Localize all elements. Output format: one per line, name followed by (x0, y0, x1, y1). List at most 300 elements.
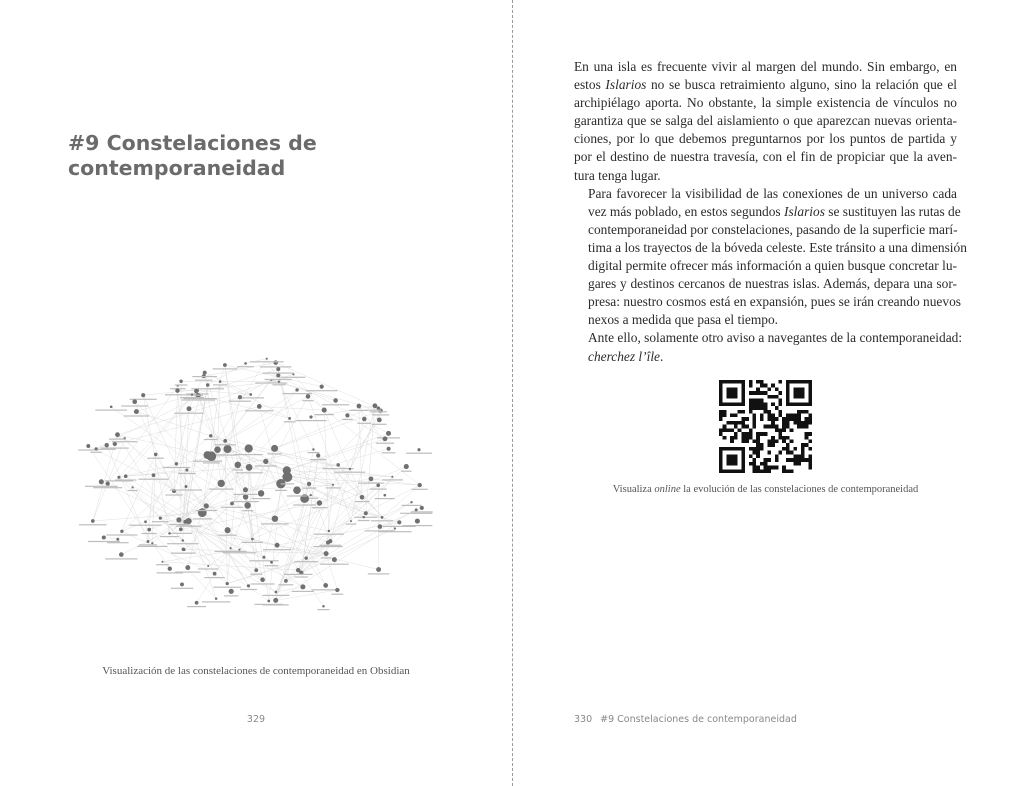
graph-node-label-placeholder (195, 380, 212, 381)
figure-caption: Visualización de las constelaciones de contemporaneidad en Obsidian (102, 665, 410, 677)
graph-node (335, 588, 339, 592)
graph-node-label-placeholder (175, 553, 194, 554)
graph-node-label-placeholder (112, 441, 137, 442)
graph-node-label-placeholder (105, 558, 137, 559)
graph-node-label-placeholder (412, 489, 428, 490)
graph-node-label-placeholder (368, 573, 390, 574)
graph-node-label-placeholder (334, 472, 365, 473)
graph-node-label-placeholder (284, 574, 313, 575)
graph-node (187, 406, 192, 411)
text-line: vez más poblado, en estos segundos Islarios se sustituyen las rutas de (588, 203, 961, 219)
graph-node-label-placeholder (213, 587, 241, 588)
graph-node-label-placeholder (167, 543, 198, 544)
graph-node (275, 543, 280, 548)
graph-node (168, 532, 171, 535)
graph-node-label-placeholder (406, 453, 432, 454)
graph-node (418, 483, 422, 487)
graph-node (219, 380, 222, 383)
graph-node-label-placeholder (357, 423, 371, 424)
graph-node (207, 565, 209, 567)
graph-node (278, 380, 280, 382)
graph-node (310, 494, 312, 496)
graph-node (206, 383, 210, 387)
graph-node (295, 388, 298, 391)
graph-node-label-placeholder (147, 458, 164, 459)
text-line: ciones, por lo que debemos preguntarnos por los puntos de partida y (574, 131, 957, 147)
graph-node (120, 530, 123, 533)
graph-node (91, 519, 95, 523)
graph-node (362, 417, 367, 422)
graph-node (394, 527, 396, 529)
body-text (574, 58, 967, 366)
page-number-right: 330 (574, 714, 593, 725)
graph-node-label-placeholder (219, 535, 237, 536)
graph-node-label-placeholder (358, 483, 384, 484)
graph-node (376, 567, 381, 572)
graph-node-label-placeholder (124, 415, 150, 416)
graph-node-label-placeholder (229, 401, 251, 402)
graph-node (263, 459, 268, 464)
graph-node-label-placeholder (255, 465, 277, 466)
paragraph-2 (574, 185, 967, 330)
graph-node-label-placeholder (160, 536, 179, 537)
graph-node-label-placeholder (192, 376, 217, 377)
graph-node-label-placeholder (306, 390, 337, 391)
graph-node-label-placeholder (378, 531, 411, 532)
graph-node (183, 520, 187, 524)
graph-node-label-placeholder (354, 517, 377, 518)
graph-node (417, 448, 420, 451)
text-line: archipiélago aporta. No obstante, la simple existencia de vínculos no (574, 95, 957, 111)
graph-node-label-placeholder (127, 490, 137, 491)
graph-node-label-placeholder (165, 494, 182, 495)
graph-node-label-placeholder (242, 542, 263, 543)
graph-node (332, 484, 334, 486)
graph-node (377, 406, 381, 410)
graph-node (349, 468, 351, 470)
graph-node (257, 404, 262, 409)
graph-node (306, 394, 311, 399)
graph-node-label-placeholder (171, 588, 193, 589)
graph-node-label-placeholder (372, 414, 389, 415)
graph-node-label-placeholder (107, 542, 129, 543)
graph-node (328, 530, 330, 532)
graph-node (179, 379, 183, 383)
graph-node (116, 538, 119, 541)
graph-node (176, 517, 181, 522)
graph-node (296, 568, 300, 572)
graph-node-label-placeholder (233, 469, 244, 470)
graph-node-label-placeholder (237, 366, 254, 367)
graph-node (141, 393, 145, 397)
graph-node-label-placeholder (307, 452, 319, 453)
graph-node (230, 502, 234, 506)
graph-node-label-placeholder (402, 505, 422, 506)
chapter-title-line2: contemporaneidad (68, 156, 286, 180)
graph-node-label-placeholder (411, 511, 433, 512)
graph-node (159, 517, 162, 520)
graph-node-label-placeholder (358, 520, 370, 521)
qr-caption-after: la evolución de las constelaciones de contemporaneidad (680, 484, 919, 495)
graph-node (420, 506, 424, 510)
graph-node-label-placeholder (187, 606, 206, 607)
graph-node-label-placeholder (322, 404, 349, 405)
graph-node (272, 515, 278, 521)
graph-node-label-placeholder (204, 439, 218, 440)
graph-node (276, 373, 280, 377)
graph-node-label-placeholder (260, 366, 292, 367)
graph-node (213, 572, 217, 576)
graph-node-label-placeholder (319, 545, 341, 546)
graph-node-label-placeholder (400, 513, 432, 514)
graph-node-label-placeholder (180, 397, 204, 398)
graph-node-label-placeholder (249, 560, 278, 561)
graph-node (215, 597, 218, 600)
graph-node (147, 528, 151, 532)
graph-node (263, 556, 266, 559)
graph-node-label-placeholder (368, 410, 381, 411)
graph-node (404, 464, 409, 469)
graph-node-label-placeholder (193, 461, 222, 462)
graph-node-label-placeholder (267, 453, 281, 454)
graph-node (320, 384, 324, 388)
graph-node (360, 495, 365, 500)
graph-node (369, 476, 374, 481)
graph-node-label-placeholder (302, 488, 316, 489)
graph-node (223, 363, 227, 367)
graph-node-label-placeholder (250, 361, 284, 362)
graph-node-label-placeholder (157, 572, 183, 573)
graph-node-label-placeholder (79, 524, 107, 525)
graph-node (322, 408, 327, 413)
graph-node-label-placeholder (370, 411, 387, 412)
graph-node (293, 486, 301, 494)
graph-node-label-placeholder (401, 471, 411, 472)
graph-node (110, 405, 113, 408)
graph-node-label-placeholder (382, 479, 403, 480)
graph-node-label-placeholder (169, 533, 192, 534)
graph-node-label-placeholder (242, 510, 254, 511)
text-line: Para favorecer la visibilidad de las conexiones de un universo cada (588, 185, 957, 201)
text-line: cherchez l’île. (588, 348, 664, 364)
graph-node-label-placeholder (232, 501, 258, 502)
graph-node-label-placeholder (372, 424, 387, 425)
graph-node (183, 549, 185, 551)
graph-node (223, 445, 231, 453)
qr-code[interactable] (719, 380, 812, 473)
graph-node-label-placeholder (223, 552, 257, 553)
graph-node-label-placeholder (342, 419, 353, 420)
graph-node (254, 568, 258, 572)
graph-node-label-placeholder (233, 494, 257, 495)
graph-node-label-placeholder (281, 483, 294, 484)
graph-node-label-placeholder (193, 518, 212, 519)
graph-node-label-placeholder (295, 576, 309, 577)
graph-node (350, 520, 352, 522)
graph-node-label-placeholder (252, 498, 271, 499)
graph-node-label-placeholder (302, 400, 313, 401)
graph-node-label-placeholder (170, 489, 202, 490)
graph-node (223, 439, 227, 443)
graph-node-label-placeholder (281, 377, 305, 378)
graph-node (113, 442, 117, 446)
graph-node-label-placeholder (121, 405, 148, 406)
graph-node (383, 436, 388, 441)
graph-node (288, 417, 291, 420)
graph-node (195, 601, 199, 605)
graph-node-label-placeholder (213, 368, 238, 369)
graph-node (238, 549, 240, 551)
graph-node-label-placeholder (213, 384, 227, 385)
graph-node-label-placeholder (279, 584, 294, 585)
graph-node (203, 371, 207, 375)
graph-node-label-placeholder (175, 384, 188, 385)
graph-node-label-placeholder (382, 452, 396, 453)
graph-node (397, 520, 401, 524)
graph-node (258, 490, 264, 496)
graph-node (381, 516, 384, 519)
running-head-chapter: #9 Constelaciones de contemporaneidad (600, 714, 797, 725)
graph-node (273, 598, 278, 603)
graph-node (323, 583, 328, 588)
graph-node (117, 476, 120, 479)
graph-node (300, 584, 305, 589)
qr-caption-italic: online (654, 484, 681, 495)
graph-node (162, 561, 164, 563)
graph-node-label-placeholder (261, 523, 289, 524)
graph-node-label-placeholder (326, 487, 341, 488)
graph-node (185, 468, 188, 471)
graph-node-label-placeholder (245, 410, 273, 411)
graph-node-label-placeholder (95, 410, 127, 411)
graph-node-label-placeholder (287, 495, 307, 496)
graph-node-label-placeholder (178, 473, 196, 474)
graph-node-label-placeholder (163, 467, 190, 468)
graph-node-label-placeholder (235, 454, 263, 455)
paragraph-3 (574, 329, 963, 365)
graph-node (345, 413, 349, 417)
text-line: estos Islarios no se busca retraimiento alguno, sino la relación que el (574, 77, 958, 93)
graph-node (204, 503, 209, 508)
graph-node-label-placeholder (331, 594, 343, 595)
graph-node-label-placeholder (375, 498, 395, 499)
text-line: presa: nuestro cosmos está en expansión, pues se irán creando nuevos (588, 294, 961, 310)
graph-node-label-placeholder (250, 574, 262, 575)
graph-node (115, 432, 120, 437)
text-line: tura tenga lugar. (574, 167, 661, 183)
graph-node-label-placeholder (109, 439, 126, 440)
graph-node (316, 453, 320, 457)
graph-node-label-placeholder (350, 410, 369, 411)
graph-node (168, 567, 172, 571)
graph-node-label-placeholder (152, 521, 169, 522)
graph-node-label-placeholder (262, 595, 289, 596)
graph-node (266, 358, 268, 360)
graph-node-label-placeholder (236, 472, 263, 473)
graph-node (105, 443, 109, 447)
text-line: garantiza que se salga del aislamiento o que aparezcan nuevas orienta- (574, 113, 957, 129)
graph-node-label-placeholder (320, 564, 348, 565)
graph-node-label-placeholder (383, 526, 416, 527)
graph-node-label-placeholder (142, 533, 157, 534)
graph-node (336, 463, 340, 467)
graph-node (244, 502, 251, 509)
graph-node-label-placeholder (312, 507, 328, 508)
graph-node (415, 519, 420, 524)
graph-node-label-placeholder (293, 504, 316, 505)
text-line: digital permite ofrecer más información a quien busque concretar lu- (588, 258, 957, 274)
graph-node (317, 500, 322, 505)
right-page (513, 0, 1024, 786)
graph-node (154, 453, 158, 457)
graph-node (86, 444, 90, 448)
graph-node-label-placeholder (156, 564, 169, 565)
graph-node (271, 445, 278, 452)
graph-node-label-placeholder (209, 489, 234, 490)
graph-node-label-placeholder (85, 486, 118, 487)
graph-node-label-placeholder (376, 443, 394, 444)
graph-node (378, 524, 383, 529)
graph-node-label-placeholder (263, 604, 289, 605)
graph-node (132, 486, 134, 488)
graph-node-label-placeholder (370, 489, 387, 490)
text-line: tima a los trayectos de la bóveda celeste. Este tránsito a una dimensión (588, 239, 967, 255)
graph-node (106, 481, 110, 485)
graph-node (305, 556, 308, 559)
graph-node (282, 472, 292, 482)
graph-node-label-placeholder (313, 546, 343, 547)
graph-node (276, 367, 280, 371)
graph-node (260, 577, 265, 582)
graph-node (151, 542, 153, 544)
graph-node (124, 474, 128, 478)
text-line: En una isla es frecuente vivir al margen del mundo. Sin embargo, en (574, 59, 957, 74)
graph-node (383, 494, 386, 497)
graph-node (322, 605, 325, 608)
graph-node-label-placeholder (169, 524, 189, 525)
graph-node (134, 409, 139, 414)
graph-node-label-placeholder (263, 549, 291, 550)
graph-node (333, 398, 338, 403)
graph-node (251, 538, 254, 541)
graph-node (410, 501, 412, 503)
graph-node (386, 431, 391, 436)
graph-node-label-placeholder (315, 414, 335, 415)
graph-node (235, 462, 241, 468)
graph-node (376, 483, 380, 487)
graph-node (332, 557, 337, 562)
graph-node-label-placeholder (346, 524, 357, 525)
graph-node-label-placeholder (224, 595, 238, 596)
graph-node-label-placeholder (294, 561, 318, 562)
graph-node (312, 448, 314, 450)
graph-node (191, 393, 193, 395)
graph-node-label-placeholder (202, 601, 230, 602)
graph-node-label-placeholder (265, 565, 279, 566)
constellation-graph-figure (66, 328, 450, 664)
graph-node (229, 589, 234, 594)
graph-node (247, 584, 250, 587)
graph-node (324, 551, 329, 556)
graph-node-label-placeholder (137, 546, 167, 547)
graph-node (328, 539, 332, 543)
graph-node (175, 462, 178, 465)
graph-node-label-placeholder (318, 609, 330, 610)
qr-caption-before: Visualiza (612, 484, 655, 495)
graph-node (119, 552, 124, 557)
graph-node (357, 404, 362, 409)
graph-node (391, 476, 393, 478)
graph-node-label-placeholder (179, 525, 193, 526)
graph-node-label-placeholder (215, 444, 236, 445)
graph-node (182, 539, 184, 541)
text-line: nexos a medida que pasa el tiempo. (588, 312, 779, 328)
graph-node (99, 479, 104, 484)
graph-node-label-placeholder (204, 577, 224, 578)
graph-node-label-placeholder (251, 583, 275, 584)
graph-node (377, 418, 382, 423)
graph-node (229, 547, 231, 549)
graph-node-label-placeholder (295, 420, 326, 421)
graph-node-label-placeholder (275, 490, 287, 491)
graph-node (245, 444, 253, 452)
graph-node (214, 446, 221, 453)
graph-node (144, 520, 147, 523)
graph-node-label-placeholder (321, 557, 332, 558)
graph-node (243, 487, 248, 492)
graph-node (225, 527, 231, 533)
graph-node-label-placeholder (198, 568, 219, 569)
graph-node (132, 399, 137, 404)
graph-node-label-placeholder (215, 551, 247, 552)
graph-node (309, 415, 312, 418)
text-line: gares y destinos cercanos de nuestras islas. Además, depara una sor- (588, 276, 957, 292)
graph-node (194, 389, 198, 393)
chapter-title-line1: #9 Constelaciones de (68, 131, 317, 155)
graph-node-label-placeholder (115, 479, 137, 480)
graph-node (218, 480, 225, 487)
graph-node-label-placeholder (97, 449, 116, 450)
running-footer (574, 714, 797, 725)
graph-node (185, 485, 188, 488)
graph-node (95, 447, 98, 450)
graph-node-label-placeholder (310, 459, 326, 460)
graph-node-label-placeholder (265, 379, 292, 380)
graph-node-label-placeholder (196, 510, 218, 511)
graph-node-label-placeholder (255, 382, 287, 383)
graph-node-label-placeholder (221, 507, 243, 508)
graph-node (373, 403, 378, 408)
graph-node-label-placeholder (101, 448, 129, 449)
graph-node-label-placeholder (181, 399, 214, 400)
graph-node (198, 508, 207, 517)
graph-node-label-placeholder (91, 452, 102, 453)
graph-node (284, 579, 288, 583)
graph-node-label-placeholder (371, 520, 393, 521)
graph-node (307, 482, 311, 486)
graph-node (249, 393, 252, 396)
graph-node (175, 388, 179, 392)
graph-node-label-placeholder (272, 384, 285, 385)
graph-node-label-placeholder (263, 373, 294, 374)
graph-node (152, 473, 156, 477)
qr-caption (573, 484, 958, 495)
graph-node-label-placeholder (284, 421, 296, 422)
graph-node (273, 360, 278, 365)
graph-node-label-placeholder (93, 487, 122, 488)
graph-node (102, 535, 106, 539)
graph-node-label-placeholder (354, 501, 369, 502)
